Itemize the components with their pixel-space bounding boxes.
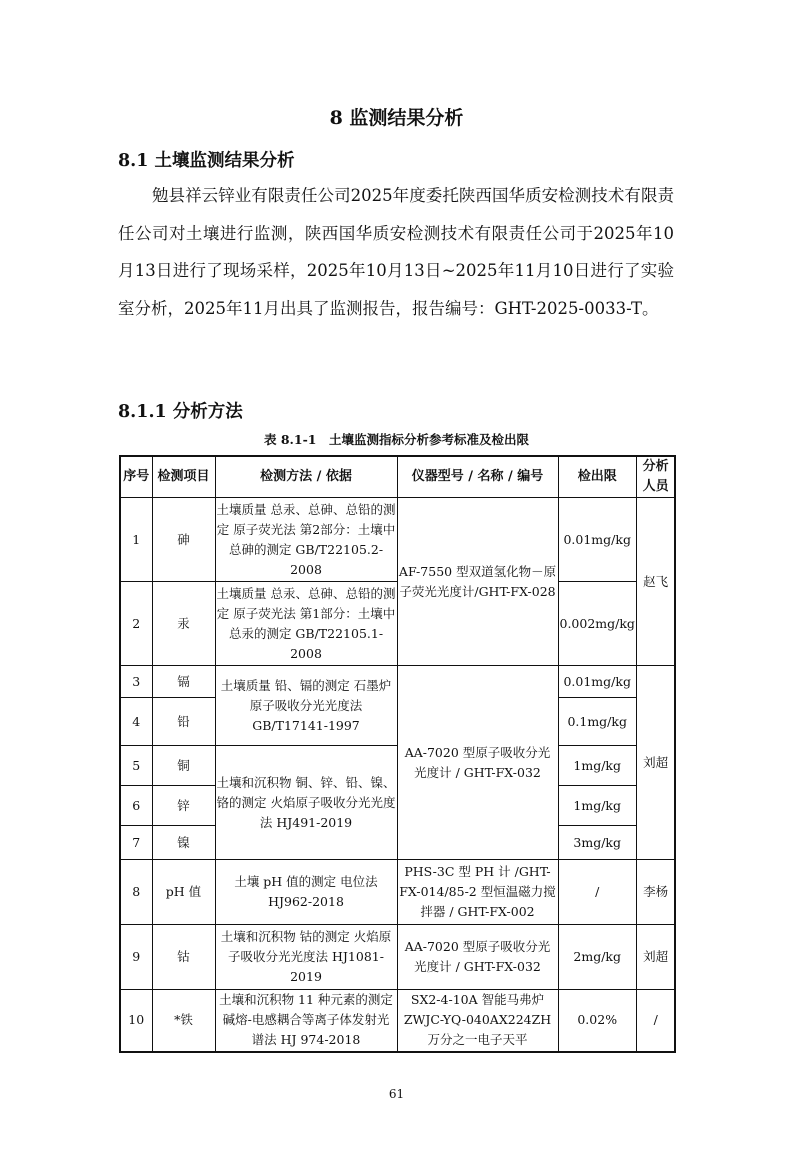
cell-item: 砷 xyxy=(152,498,215,582)
cell-method: 土壤质量 总汞、总砷、总铅的测定 原子荧光法 第1部分：土壤中总汞的测定 GB/T22105.1-2008 xyxy=(215,582,397,666)
cell-item: 镍 xyxy=(152,826,215,860)
table-row xyxy=(120,498,675,582)
cell-no: 5 xyxy=(120,746,152,786)
cell-no: 4 xyxy=(120,698,152,746)
cell-method: 土壤质量 总汞、总砷、总铅的测定 原子荧光法 第2部分：土壤中总砷的测定 GB/T22105.2-2008 xyxy=(215,498,397,582)
cell-analyst: 刘超 xyxy=(636,925,675,990)
cell-limit: 0.02% xyxy=(558,990,636,1052)
cell-analyst: 李杨 xyxy=(636,860,675,925)
analysis-methods-table xyxy=(119,455,676,1053)
cell-no: 1 xyxy=(120,498,152,582)
cell-method: 土壤和沉积物 11 种元素的测定 碱熔-电感耦合等离子体发射光谱法 HJ 974-2018 xyxy=(215,990,397,1052)
cell-item: 镉 xyxy=(152,666,215,698)
cell-item: 锌 xyxy=(152,786,215,826)
header-item: 检测项目 xyxy=(152,456,215,498)
cell-limit: 2mg/kg xyxy=(558,925,636,990)
cell-analyst: 赵飞 xyxy=(636,498,675,666)
cell-limit: 0.1mg/kg xyxy=(558,698,636,746)
cell-item: 汞 xyxy=(152,582,215,666)
cell-no: 3 xyxy=(120,666,152,698)
cell-instrument: PHS-3C 型 PH 计 /GHT-FX-014/85-2 型恒温磁力搅拌器 / GHT-FX-002 xyxy=(397,860,558,925)
table-caption: 表 8.1-1 土壤监测指标分析参考标准及检出限 xyxy=(264,432,529,447)
cell-limit: / xyxy=(558,860,636,925)
cell-no: 10 xyxy=(120,990,152,1052)
cell-no: 7 xyxy=(120,826,152,860)
header-analyst: 分析人员 xyxy=(636,456,675,498)
cell-instrument: AA-7020 型原子吸收分光光度计 / GHT-FX-032 xyxy=(397,925,558,990)
cell-no: 2 xyxy=(120,582,152,666)
cell-analyst: 刘超 xyxy=(636,666,675,860)
cell-item: 铜 xyxy=(152,746,215,786)
cell-no: 8 xyxy=(120,860,152,925)
cell-item: 钴 xyxy=(152,925,215,990)
cell-limit: 0.01mg/kg xyxy=(558,666,636,698)
header-no: 序号 xyxy=(120,456,152,498)
cell-method: 土壤 pH 值的测定 电位法 HJ962-2018 xyxy=(215,860,397,925)
cell-analyst: / xyxy=(636,990,675,1052)
cell-limit: 1mg/kg xyxy=(558,786,636,826)
table-row xyxy=(120,990,675,1052)
cell-item: 铅 xyxy=(152,698,215,746)
header-limit: 检出限 xyxy=(558,456,636,498)
cell-limit: 1mg/kg xyxy=(558,746,636,786)
cell-no: 9 xyxy=(120,925,152,990)
section-heading: 8.1 土壤监测结果分析 xyxy=(118,151,295,171)
table-row xyxy=(120,666,675,698)
header-method: 检测方法 / 依据 xyxy=(215,456,397,498)
table-row xyxy=(120,925,675,990)
cell-instrument: SX2-4-10A 智能马弗炉 ZWJC-YQ-040AX224ZH 万分之一电子天平 xyxy=(397,990,558,1052)
cell-method: 土壤和沉积物 钴的测定 火焰原子吸收分光光度法 HJ1081-2019 xyxy=(215,925,397,990)
cell-item: pH 值 xyxy=(152,860,215,925)
cell-instrument: AF-7550 型双道氢化物－原子荧光光度计/GHT-FX-028 xyxy=(397,498,558,666)
cell-limit: 0.002mg/kg xyxy=(558,582,636,666)
cell-limit: 0.01mg/kg xyxy=(558,498,636,582)
header-instrument: 仪器型号 / 名称 / 编号 xyxy=(397,456,558,498)
cell-item: *铁 xyxy=(152,990,215,1052)
page-number: 61 xyxy=(388,1087,405,1101)
table-row xyxy=(120,860,675,925)
cell-no: 6 xyxy=(120,786,152,826)
cell-instrument: AA-7020 型原子吸收分光光度计 / GHT-FX-032 xyxy=(397,666,558,860)
subsection-heading: 8.1.1 分析方法 xyxy=(118,402,243,422)
cell-limit: 3mg/kg xyxy=(558,826,636,860)
table-header-row xyxy=(120,456,675,498)
chapter-title: 8 监测结果分析 xyxy=(329,107,464,129)
cell-method: 土壤质量 铅、镉的测定 石墨炉原子吸收分光光度法 GB/T17141-1997 xyxy=(215,666,397,746)
cell-method: 土壤和沉积物 铜、锌、铅、镍、铬的测定 火焰原子吸收分光光度法 HJ491-2019 xyxy=(215,746,397,860)
body-paragraph: 勉县祥云锌业有限责任公司2025年度委托陕西国华质安检测技术有限责任公司对土壤进行监测，陕西国华质安检测技术有限责任公司于2025年10月13日进行了现场采样，2025年10月13日~2025年11月10日进行了实验室分析，2025年11月出具了监测报告，报告编号：GHT-2025-0033-T。 xyxy=(118,186,674,318)
